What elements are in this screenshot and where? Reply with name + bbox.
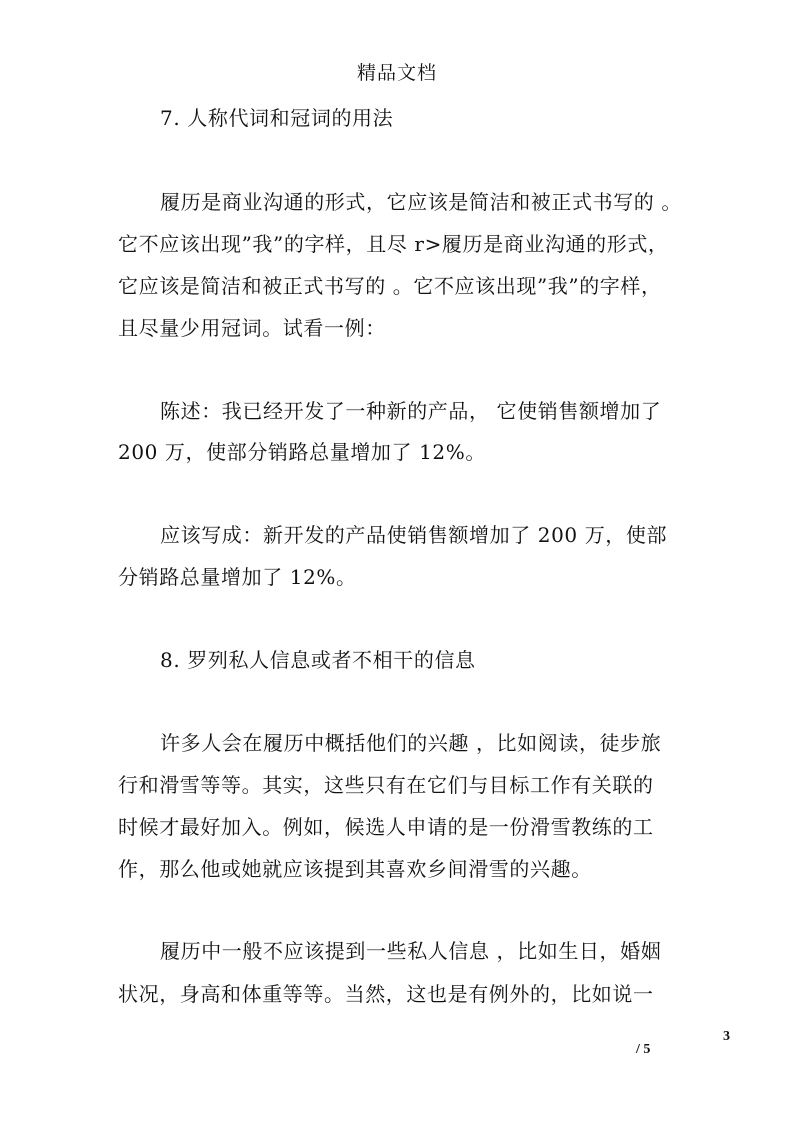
paragraph-line: 时候才最好加入。例如，候选人申请的是一份滑雪教练的工 xyxy=(118,815,654,839)
paragraph-line: 200 万，使部分销路总量增加了 12%。 xyxy=(118,440,486,464)
paragraph-line: 且尽量少用冠词。试看一例： xyxy=(118,316,386,340)
page-number: 3 xyxy=(723,1029,730,1044)
paragraph-line: 陈述：我已经开发了一种新的产品， 它使销售额增加了 xyxy=(160,399,662,423)
paragraph-line: 状况，身高和体重等等。当然，这也是有例外的，比如说一 xyxy=(118,982,654,1006)
paragraph-line: 履历是商业沟通的形式，它应该是简洁和被正式书写的 。 xyxy=(160,190,682,214)
section-heading-8: 8. 罗列私人信息或者不相干的信息 xyxy=(160,648,476,672)
page-header-title: 精品文档 xyxy=(356,62,437,84)
paragraph-line: 履历中一般不应该提到一些私人信息 ，比如生日，婚姻 xyxy=(160,939,662,963)
paragraph-line: 应该写成：新开发的产品使销售额增加了 200 万，使部 xyxy=(160,523,668,547)
paragraph-line: 许多人会在履历中概括他们的兴趣 ，比如阅读，徒步旅 xyxy=(160,731,662,755)
paragraph-line: 行和滑雪等等。其实，这些只有在它们与目标工作有关联的 xyxy=(118,773,654,797)
paragraph-line: 分销路总量增加了 12%。 xyxy=(118,565,357,589)
section-heading-7: 7. 人称代词和冠词的用法 xyxy=(160,106,394,130)
paragraph-line: 作，那么他或她就应该提到其喜欢乡间滑雪的兴趣。 xyxy=(118,857,592,881)
page-total: / 5 xyxy=(636,1042,651,1057)
paragraph-line: 它不应该出现”我”的字样，且尽 r>履历是商业沟通的形式， xyxy=(118,232,669,256)
paragraph-line: 它应该是简洁和被正式书写的 。它不应该出现”我”的字样， xyxy=(118,274,662,298)
